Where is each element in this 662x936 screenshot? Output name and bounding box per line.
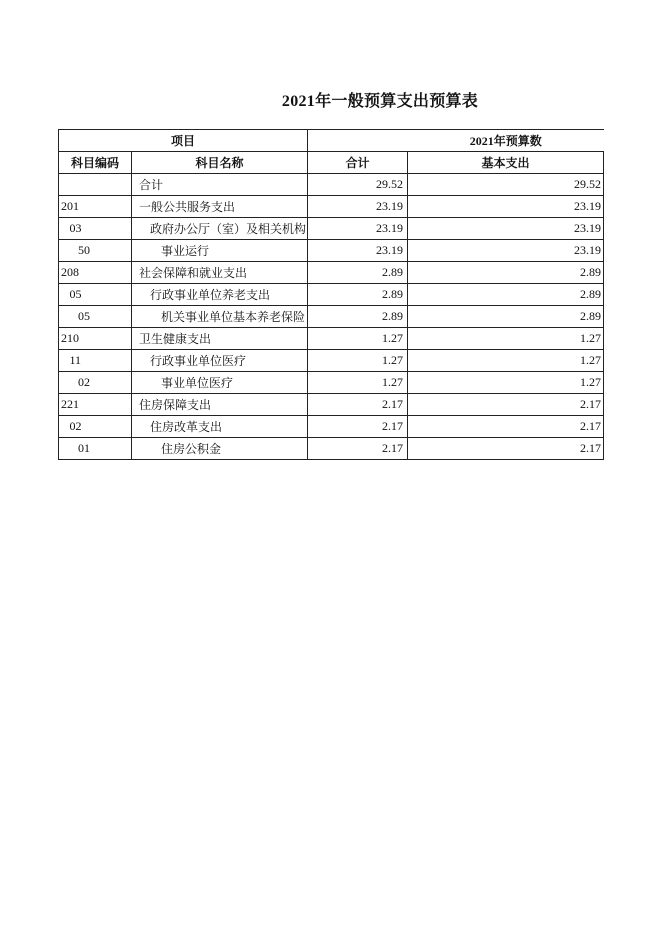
- subject-name-cell: 一般公共服务支出: [132, 196, 308, 218]
- subject-name-cell: 事业单位医疗: [132, 372, 308, 394]
- basic-expenditure-value-cell: 1.27: [408, 350, 604, 372]
- header-budget-year-group: 2021年预算数: [308, 130, 604, 152]
- header-total: 合计: [308, 152, 408, 174]
- subject-code-cell: 11: [59, 350, 132, 372]
- subject-name-cell: 住房公积金: [132, 438, 308, 460]
- table-row: [59, 416, 604, 438]
- page-title: 2021年一般预算支出预算表: [281, 93, 479, 110]
- subject-code-cell: 50: [59, 240, 132, 262]
- table-row: [59, 394, 604, 416]
- subject-name-cell: 社会保障和就业支出: [132, 262, 308, 284]
- header-group-row: [59, 130, 604, 152]
- total-value-cell: 2.17: [308, 438, 408, 460]
- basic-expenditure-value-cell: 29.52: [408, 174, 604, 196]
- total-value-cell: 2.89: [308, 284, 408, 306]
- basic-expenditure-value-cell: 23.19: [408, 218, 604, 240]
- header-project-group: 项目: [59, 130, 308, 152]
- total-value-cell: 23.19: [308, 240, 408, 262]
- basic-expenditure-value-cell: 1.27: [408, 328, 604, 350]
- header-subject-name: 科目名称: [132, 152, 308, 174]
- subject-code-cell: 02: [59, 416, 132, 438]
- subject-name-cell: 卫生健康支出: [132, 328, 308, 350]
- subject-code-cell: 221: [59, 394, 132, 416]
- header-basic-expenditure: 基本支出: [408, 152, 604, 174]
- basic-expenditure-value-cell: 2.17: [408, 416, 604, 438]
- table-row: [59, 372, 604, 394]
- table-row: [59, 438, 604, 460]
- subject-name-cell: 事业运行: [132, 240, 308, 262]
- basic-expenditure-value-cell: 2.17: [408, 438, 604, 460]
- table-row: [59, 196, 604, 218]
- total-value-cell: 23.19: [308, 196, 408, 218]
- table-row: [59, 218, 604, 240]
- subject-code-cell: 201: [59, 196, 132, 218]
- table-row: [59, 284, 604, 306]
- subject-name-cell: 行政事业单位医疗: [132, 350, 308, 372]
- table-row: [59, 240, 604, 262]
- subject-code-cell: 02: [59, 372, 132, 394]
- budget-table-body: [59, 174, 604, 460]
- subject-code-cell: [59, 174, 132, 196]
- basic-expenditure-value-cell: 2.89: [408, 306, 604, 328]
- table-row: [59, 350, 604, 372]
- total-value-cell: 2.17: [308, 416, 408, 438]
- budget-table: [58, 129, 604, 460]
- subject-code-cell: 05: [59, 284, 132, 306]
- subject-code-cell: 210: [59, 328, 132, 350]
- subject-name-cell: 合计: [132, 174, 308, 196]
- basic-expenditure-value-cell: 2.89: [408, 262, 604, 284]
- table-row: [59, 306, 604, 328]
- total-value-cell: 2.17: [308, 394, 408, 416]
- basic-expenditure-value-cell: 23.19: [408, 196, 604, 218]
- total-value-cell: 29.52: [308, 174, 408, 196]
- total-value-cell: 1.27: [308, 328, 408, 350]
- total-value-cell: 1.27: [308, 350, 408, 372]
- table-row: [59, 328, 604, 350]
- subject-code-cell: 208: [59, 262, 132, 284]
- subject-name-cell: 机关事业单位基本养老保险: [132, 306, 308, 328]
- subject-name-cell: 行政事业单位养老支出: [132, 284, 308, 306]
- total-value-cell: 1.27: [308, 372, 408, 394]
- basic-expenditure-value-cell: 1.27: [408, 372, 604, 394]
- total-value-cell: 2.89: [308, 262, 408, 284]
- basic-expenditure-value-cell: 2.17: [408, 394, 604, 416]
- subject-code-cell: 01: [59, 438, 132, 460]
- total-value-cell: 2.89: [308, 306, 408, 328]
- header-subject-code: 科目编码: [59, 152, 132, 174]
- subject-code-cell: 05: [59, 306, 132, 328]
- subject-name-cell: 住房保障支出: [132, 394, 308, 416]
- subject-name-cell: 政府办公厅（室）及相关机构: [132, 218, 308, 240]
- basic-expenditure-value-cell: 2.89: [408, 284, 604, 306]
- header-columns-row: [59, 152, 604, 174]
- table-row: [59, 174, 604, 196]
- basic-expenditure-value-cell: 23.19: [408, 240, 604, 262]
- subject-code-cell: 03: [59, 218, 132, 240]
- table-row: [59, 262, 604, 284]
- total-value-cell: 23.19: [308, 218, 408, 240]
- subject-name-cell: 住房改革支出: [132, 416, 308, 438]
